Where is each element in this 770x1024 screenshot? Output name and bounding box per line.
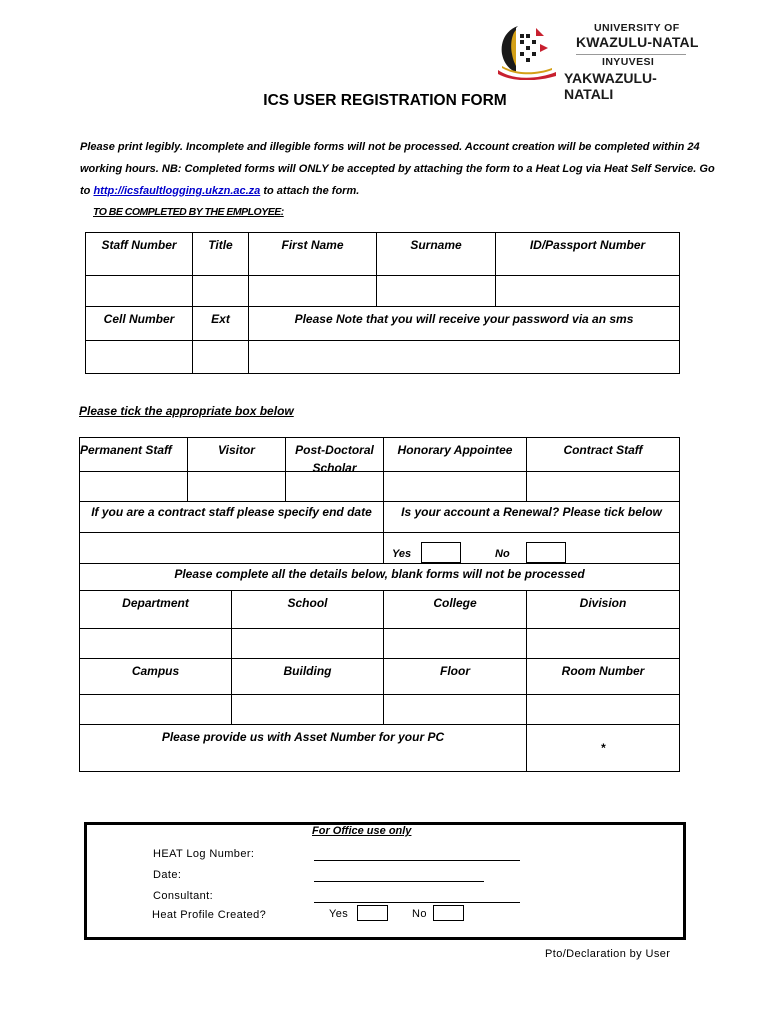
- header-ext: Ext: [192, 306, 249, 341]
- division-input[interactable]: [526, 628, 680, 659]
- heat-log-field[interactable]: [314, 860, 520, 861]
- heat-log-label: HEAT Log Number:: [153, 848, 255, 860]
- header-surname: Surname: [376, 232, 496, 276]
- tick-permanent-staff[interactable]: [79, 471, 188, 502]
- heat-profile-no-checkbox[interactable]: [433, 905, 464, 921]
- option-post-doctoral-scholar: Post-Doctoral Scholar: [285, 437, 384, 472]
- floor-input[interactable]: [383, 694, 527, 725]
- cell-number-input[interactable]: [85, 340, 193, 374]
- logo-line-4: YAKWAZULU-NATALI: [564, 70, 657, 102]
- header-cell-number: Cell Number: [85, 306, 193, 341]
- id-passport-input[interactable]: [495, 275, 680, 307]
- logo-line-1: UNIVERSITY OF: [594, 22, 680, 34]
- tick-contract-staff[interactable]: [526, 471, 680, 502]
- header-room-number: Room Number: [526, 658, 680, 695]
- ext-input[interactable]: [192, 340, 249, 374]
- consultant-label: Consultant:: [153, 890, 214, 902]
- renewal-no-checkbox[interactable]: [526, 542, 566, 563]
- pto-declaration-note: Pto/Declaration by User: [545, 948, 671, 960]
- department-input[interactable]: [79, 628, 232, 659]
- option-permanent-staff: Permanent Staff: [79, 437, 188, 472]
- contract-end-date-label: If you are a contract staff please specify end date: [79, 501, 384, 533]
- staff-number-input[interactable]: [85, 275, 193, 307]
- renewal-yes-checkbox[interactable]: [421, 542, 461, 563]
- header-title: Title: [192, 232, 249, 276]
- logo-line-2: KWAZULU-NATAL: [576, 34, 699, 50]
- heat-profile-yes-checkbox[interactable]: [357, 905, 388, 921]
- header-floor: Floor: [383, 658, 527, 695]
- consultant-field[interactable]: [314, 902, 520, 903]
- staff-type-label: Please tick the appropriate box below: [79, 404, 294, 418]
- heat-self-service-link[interactable]: http://icsfaultlogging.ukzn.ac.za: [93, 185, 261, 197]
- header-id-passport: ID/Passport Number: [495, 232, 680, 276]
- header-college: College: [383, 590, 527, 629]
- heat-profile-yes-label: Yes: [329, 908, 349, 920]
- option-contract-staff: Contract Staff: [526, 437, 680, 472]
- contract-end-date-input[interactable]: [79, 532, 384, 564]
- date-field[interactable]: [314, 881, 484, 882]
- office-use-heading: For Office use only: [312, 825, 412, 837]
- tick-honorary-appointee[interactable]: [383, 471, 527, 502]
- college-input[interactable]: [383, 628, 527, 659]
- surname-input[interactable]: [376, 275, 496, 307]
- header-staff-number: Staff Number: [85, 232, 193, 276]
- asset-number-prompt: Please provide us with Asset Number for your PC: [79, 724, 527, 772]
- option-honorary-appointee: Honorary Appointee: [383, 437, 527, 472]
- asset-number-input[interactable]: *: [526, 724, 680, 772]
- tick-post-doctoral-scholar[interactable]: [285, 471, 384, 502]
- renewal-no-label: No: [495, 548, 510, 560]
- header-school: School: [231, 590, 384, 629]
- header-division: Division: [526, 590, 680, 629]
- instructions-text-end: to attach the form.: [260, 185, 360, 197]
- heat-profile-label: Heat Profile Created?: [152, 909, 267, 921]
- building-input[interactable]: [231, 694, 384, 725]
- sms-note: Please Note that you will receive your password via an sms: [248, 306, 680, 341]
- header-department: Department: [79, 590, 232, 629]
- logo-line-3: INYUVESI: [576, 54, 686, 70]
- school-input[interactable]: [231, 628, 384, 659]
- form-instructions: [80, 136, 720, 202]
- header-building: Building: [231, 658, 384, 695]
- option-visitor: Visitor: [187, 437, 286, 472]
- campus-input[interactable]: [79, 694, 232, 725]
- university-logo-text: [564, 22, 704, 102]
- date-label: Date:: [153, 869, 182, 881]
- complete-details-note: Please complete all the details below, blank forms will not be processed: [79, 563, 680, 591]
- employee-section-label: TO BE COMPLETED BY THE EMPLOYEE:: [93, 206, 284, 218]
- title-input[interactable]: [192, 275, 249, 307]
- header-first-name: First Name: [248, 232, 377, 276]
- tick-visitor[interactable]: [187, 471, 286, 502]
- header-campus: Campus: [79, 658, 232, 695]
- university-logo-emblem: [496, 22, 558, 80]
- heat-profile-no-label: No: [412, 908, 427, 920]
- renewal-question: Is your account a Renewal? Please tick below: [383, 501, 680, 533]
- form-title: ICS USER REGISTRATION FORM: [263, 92, 507, 109]
- sms-note-blank: [248, 340, 680, 374]
- renewal-yes-label: Yes: [392, 548, 412, 560]
- instructions-text: Please print legibly. Incomplete and illegible forms will not be processed. Account creation will be completed within 24 working hours. NB: Completed forms will ONLY be accepted by attaching the form to a Heat Log via Heat Self Service. Go to: [80, 141, 715, 197]
- room-number-input[interactable]: [526, 694, 680, 725]
- first-name-input[interactable]: [248, 275, 377, 307]
